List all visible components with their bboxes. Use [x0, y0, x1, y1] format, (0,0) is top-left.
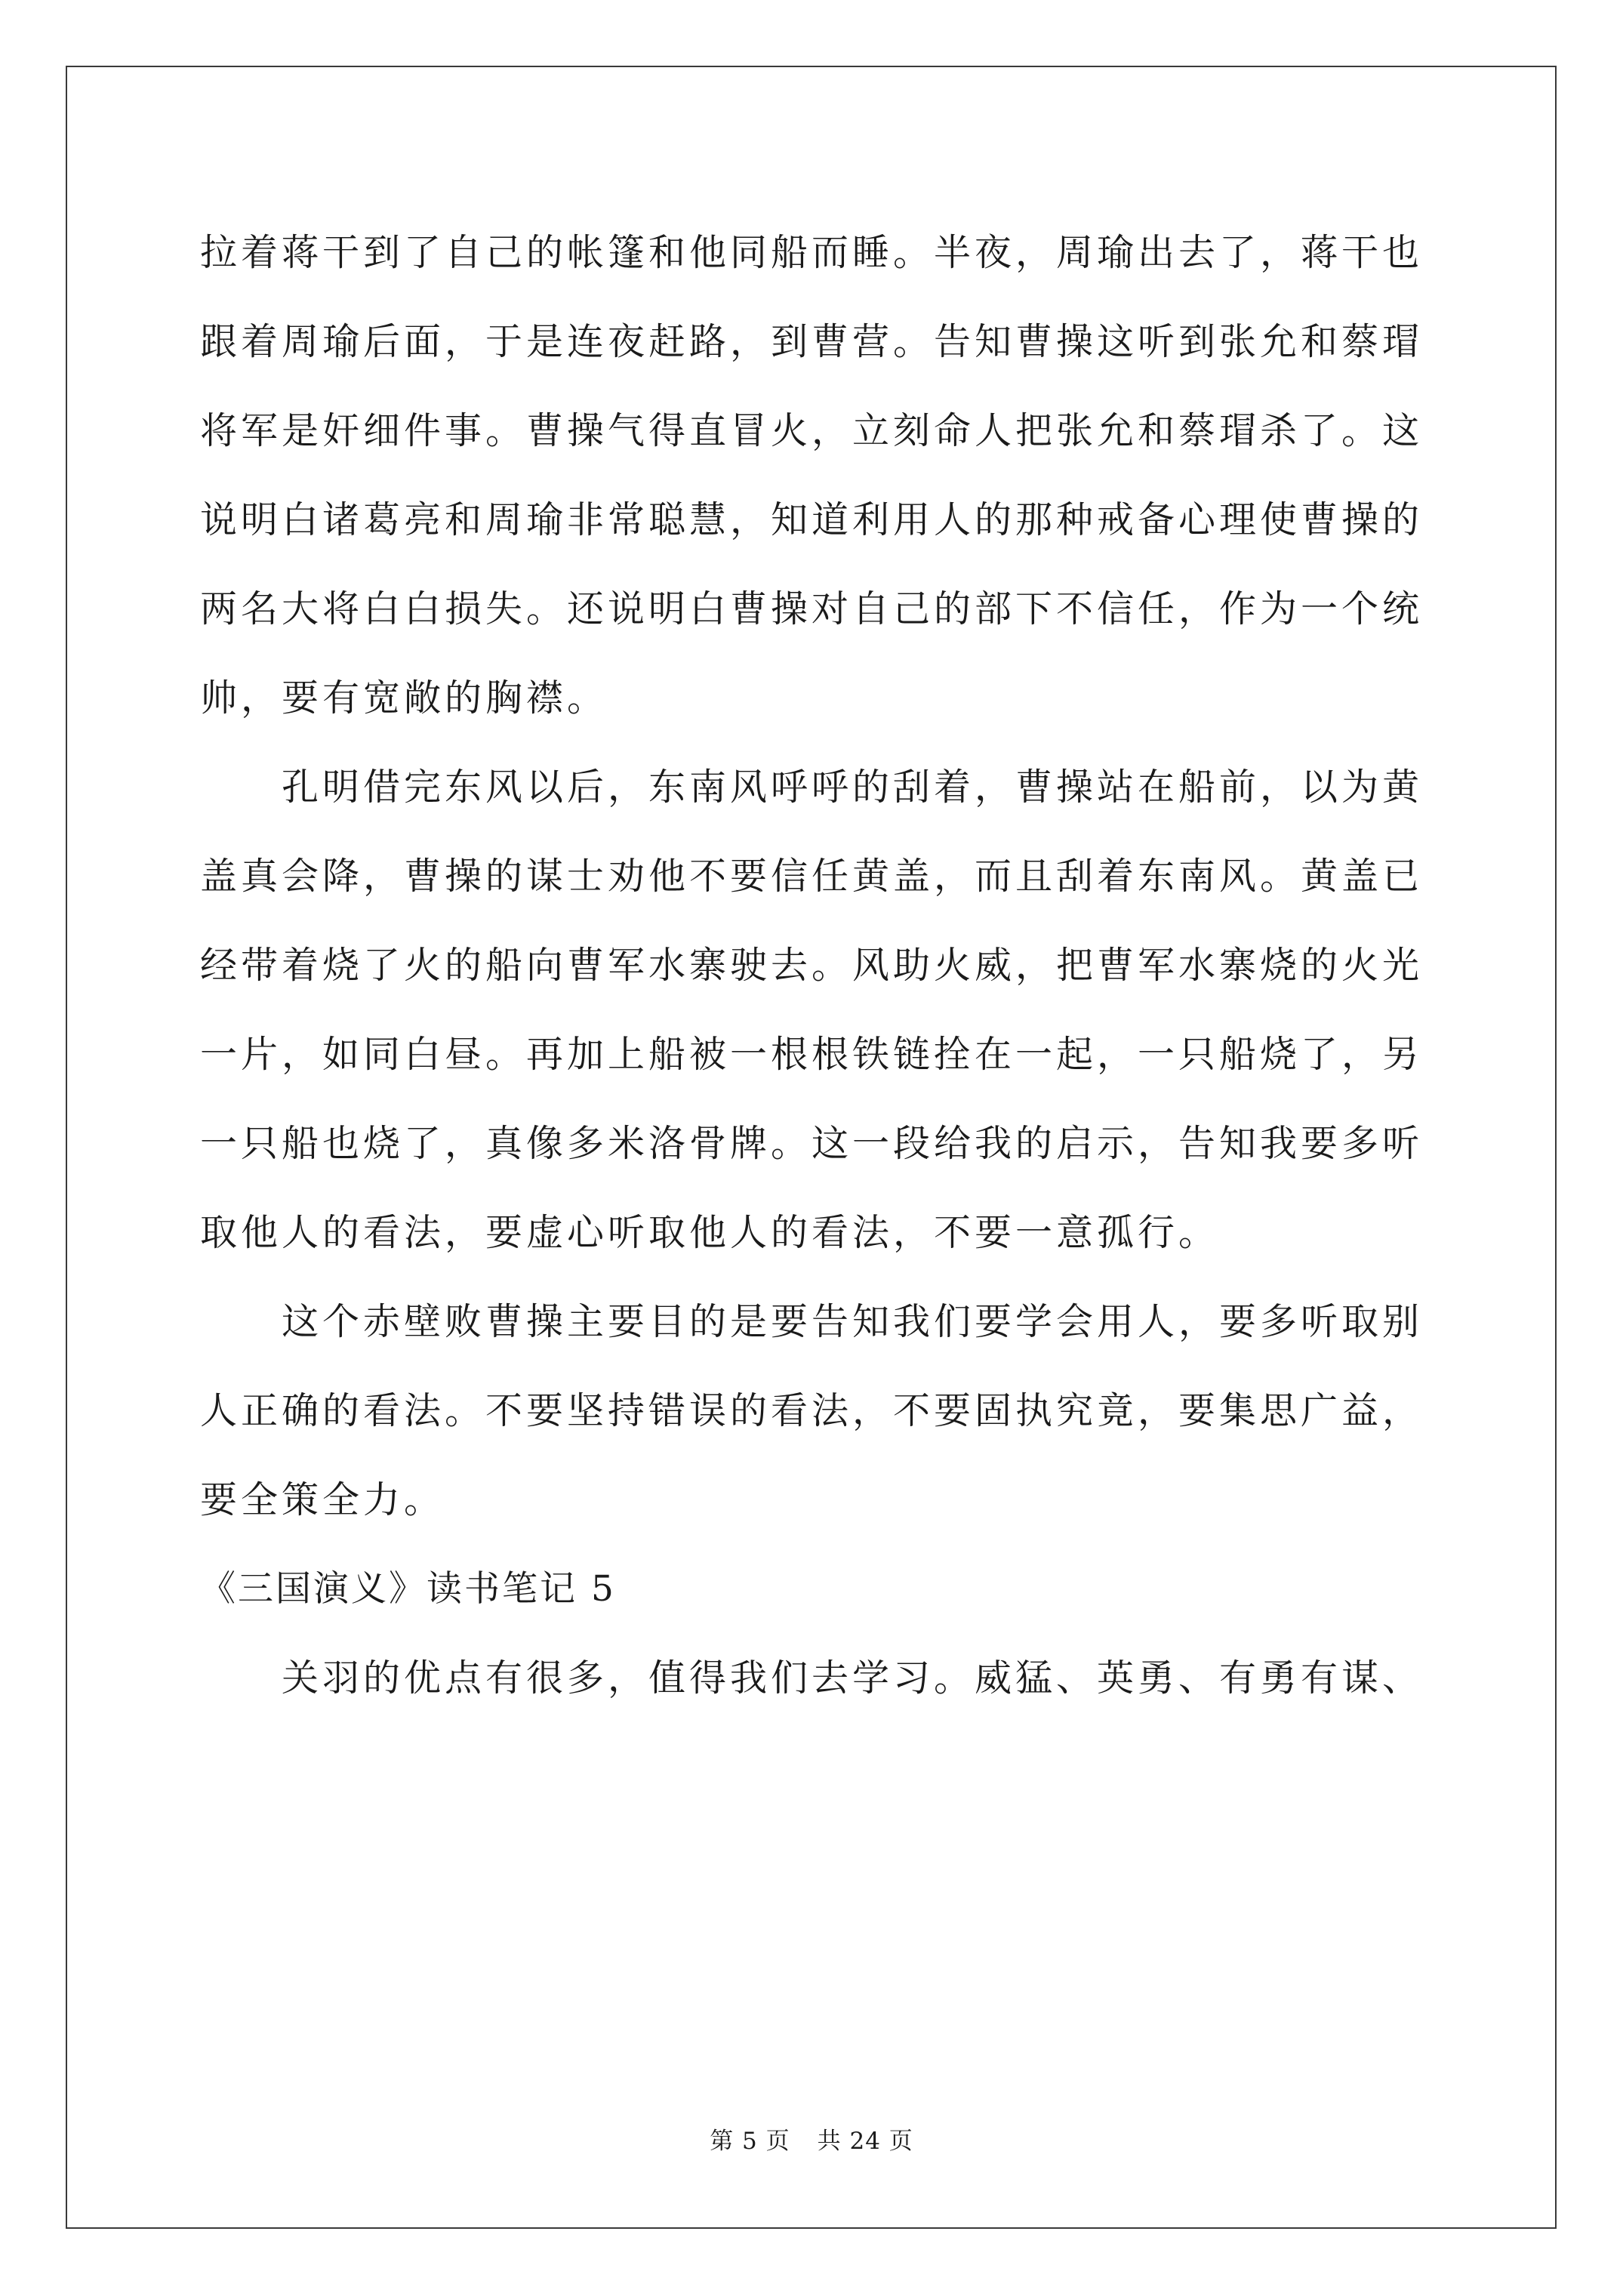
text-line: 帅，要有宽敞的胸襟。: [200, 676, 608, 720]
section-heading: 《三国演义》读书笔记 5: [200, 1568, 616, 1610]
text-line: 经带着烧了火的船向曹军水寨驶去。风助火威，把曹军水寨烧的火光: [200, 944, 1424, 987]
text-line: 拉着蒋干到了自己的帐篷和他同船而睡。半夜，周瑜出去了，蒋干也: [200, 231, 1424, 274]
text-line: 人正确的看法。不要坚持错误的看法，不要固执究竟，要集思广益，: [200, 1389, 1424, 1432]
page-total: 共 24 页: [817, 2128, 913, 2155]
text-line: 孔明借完东风以后，东南风呼呼的刮着，曹操站在船前，以为黄: [200, 766, 1424, 809]
text-line: 盖真会降，曹操的谋士劝他不要信任黄盖，而且刮着东南风。黄盖已: [200, 855, 1424, 898]
page-number: 第 5 页: [710, 2128, 790, 2155]
text-line: 一只船也烧了，真像多米洛骨牌。这一段给我的启示，告知我要多听: [200, 1122, 1424, 1165]
text-line: 说明白诸葛亮和周瑜非常聪慧，知道利用人的那种戒备心理使曹操的: [200, 498, 1424, 541]
text-line: 跟着周瑜后面，于是连夜赶路，到曹营。告知曹操这听到张允和蔡瑁: [200, 320, 1424, 363]
page-footer: [0, 2122, 1623, 2156]
text-line: 两名大将白白损失。还说明白曹操对自己的部下不信任，作为一个统: [200, 587, 1424, 630]
text-line: 这个赤壁败曹操主要目的是要告知我们要学会用人，要多听取别: [200, 1300, 1424, 1343]
text-line: 将军是奸细件事。曹操气得直冒火，立刻命人把张允和蔡瑁杀了。这: [200, 409, 1424, 452]
text-line: 一片，如同白昼。再加上船被一根根铁链拴在一起，一只船烧了，另: [200, 1033, 1424, 1076]
text-line: 关羽的优点有很多，值得我们去学习。威猛、英勇、有勇有谋、: [200, 1657, 1424, 1700]
document-body: [200, 219, 1438, 1734]
text-line: 取他人的看法，要虚心听取他人的看法，不要一意孤行。: [200, 1211, 1220, 1254]
text-line: 要全策全力。: [200, 1478, 445, 1521]
